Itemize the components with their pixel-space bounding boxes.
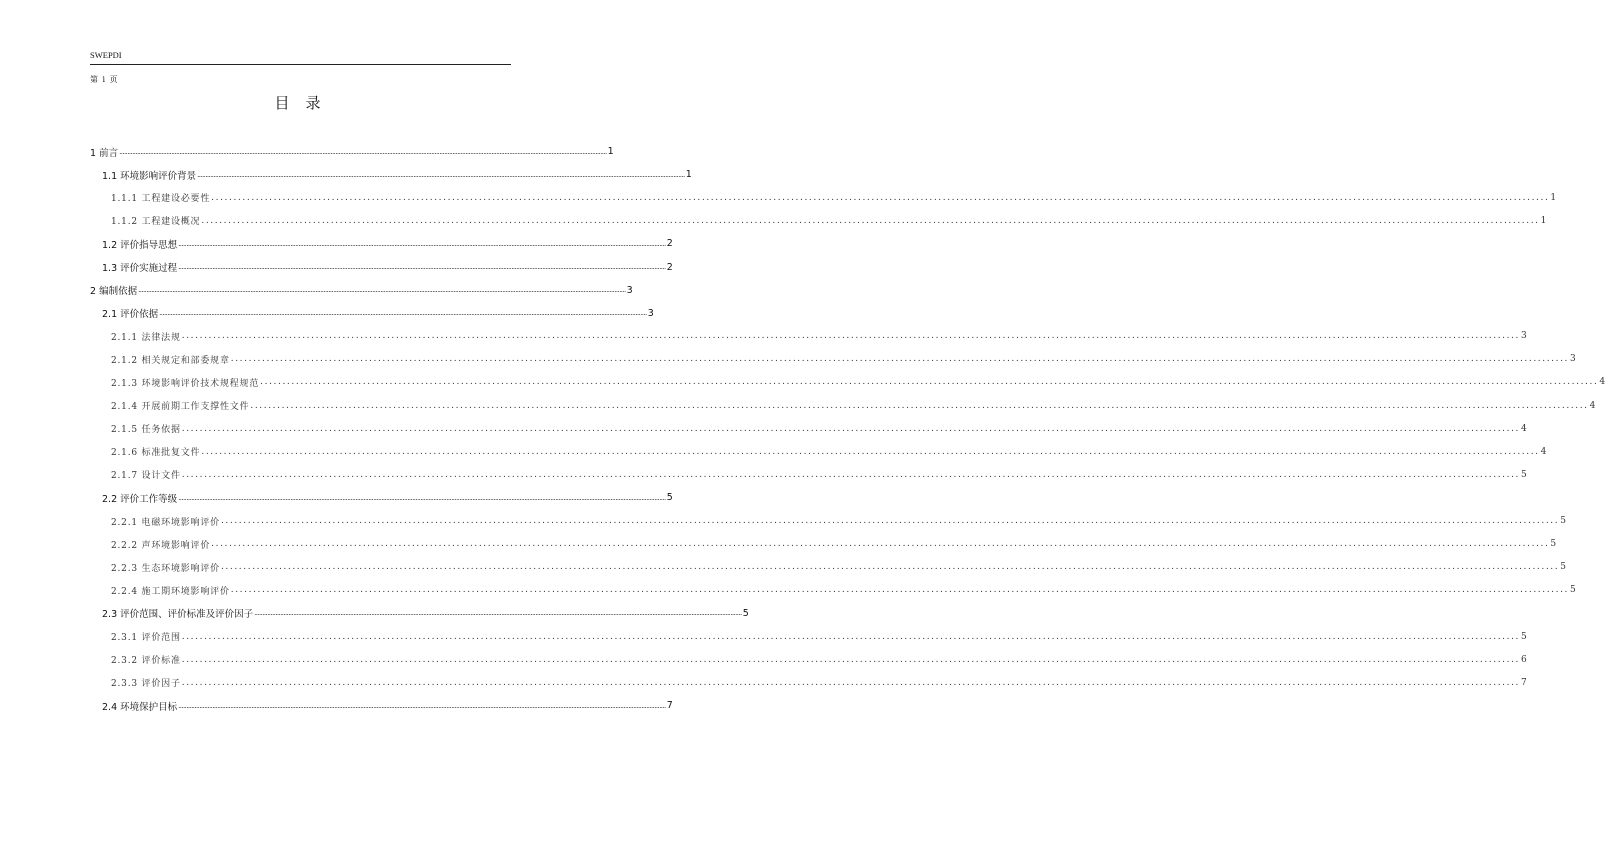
toc-leader-dots: ............................................................................................................................................................................................................................................................................................................ <box>138 286 626 295</box>
toc-entry-page: 4 <box>1599 377 1606 388</box>
toc-leader-dots: ............................................................................................................................................................................................................................................................................................................ <box>230 585 1570 596</box>
toc-entry-label: 2.1 评价依据 <box>102 309 159 321</box>
toc-entry[interactable] <box>90 325 1528 348</box>
toc-entry-page: 5 <box>742 607 749 619</box>
toc-entry-label: 1.1 环境影响评价背景 <box>102 170 197 182</box>
toc-entry[interactable] <box>90 694 673 717</box>
toc-entry[interactable] <box>90 602 749 625</box>
toc-entry-page: 5 <box>1550 539 1557 550</box>
toc-entry-label: 2.2.1 电磁环境影响评价 <box>111 517 220 528</box>
toc-leader-dots: ............................................................................................................................................................................................................................................................................................................ <box>178 493 666 502</box>
toc-entry-label: 1.1.2 工程建设概况 <box>111 217 201 228</box>
toc-entry-label: 2.1.1 法律法规 <box>111 332 181 343</box>
toc-entry[interactable] <box>90 394 1597 417</box>
toc-entry[interactable] <box>90 556 1567 579</box>
toc-entry-label: 1 前言 <box>90 147 119 159</box>
table-of-contents <box>90 140 1606 717</box>
toc-entry-label: 2.1.7 设计文件 <box>111 471 181 482</box>
toc-leader-dots: ............................................................................................................................................................................................................................................................................................................ <box>159 309 647 318</box>
toc-leader-dots: ............................................................................................................................................................................................................................................................................................................ <box>181 469 1521 480</box>
toc-entry[interactable] <box>90 255 673 278</box>
toc-leader-dots: ............................................................................................................................................................................................................................................................................................................ <box>201 215 1540 226</box>
toc-leader-dots: ............................................................................................................................................................................................................................................................................................................ <box>178 701 666 710</box>
page-number-label: 第 i 页 <box>90 75 119 84</box>
toc-leader-dots: ............................................................................................................................................................................................................................................................................................................ <box>181 654 1521 665</box>
toc-entry-page: 7 <box>1521 677 1528 688</box>
toc-entry-page: 3 <box>1521 331 1528 342</box>
toc-entry[interactable] <box>90 463 1528 486</box>
toc-entry-label: 1.1.1 工程建设必要性 <box>111 194 211 205</box>
toc-entry-label: 2.2.4 施工期环境影响评价 <box>111 586 230 597</box>
toc-entry-label: 1.3 评价实施过程 <box>102 263 178 275</box>
toc-entry-page: 1 <box>1540 215 1548 226</box>
toc-entry-label: 2.1.4 开展前期工作支撑性文件 <box>111 402 250 413</box>
toc-leader-dots: ............................................................................................................................................................................................................................................................................................................ <box>211 192 1550 203</box>
toc-entry-page: 7 <box>666 700 673 712</box>
toc-entry-label: 2.1.3 环境影响评价技术规程规范 <box>111 378 260 389</box>
toc-leader-dots: ............................................................................................................................................................................................................................................................................................................ <box>230 354 1570 365</box>
toc-entry[interactable] <box>90 533 1557 556</box>
toc-entry[interactable] <box>90 186 1557 209</box>
toc-leader-dots: ............................................................................................................................................................................................................................................................................................................ <box>254 609 742 618</box>
toc-leader-dots: ............................................................................................................................................................................................................................................................................................................ <box>201 446 1540 457</box>
toc-leader-dots: ............................................................................................................................................................................................................................................................................................................ <box>181 677 1521 688</box>
toc-entry-page: 3 <box>1570 354 1577 365</box>
toc-leader-dots: ............................................................................................................................................................................................................................................................................................................ <box>211 539 1550 550</box>
toc-entry-page: 5 <box>1560 562 1567 573</box>
toc-entry[interactable] <box>90 209 1548 232</box>
toc-entry-label: 2.2 评价工作等级 <box>102 493 178 505</box>
toc-title: 目录 <box>274 94 337 112</box>
toc-entry[interactable] <box>90 579 1577 602</box>
toc-entry-page: 4 <box>1540 446 1548 457</box>
toc-entry-page: 5 <box>1570 585 1577 596</box>
toc-entry-page: 3 <box>647 307 654 319</box>
toc-leader-dots: ............................................................................................................................................................................................................................................................................................................ <box>181 423 1521 434</box>
toc-entry[interactable] <box>90 371 1606 394</box>
toc-entry[interactable] <box>90 163 692 186</box>
toc-leader-dots: ............................................................................................................................................................................................................................................................................................................ <box>178 263 666 272</box>
toc-entry-page: 4 <box>1589 400 1597 411</box>
toc-leader-dots: ............................................................................................................................................................................................................................................................................................................ <box>220 516 1560 527</box>
toc-entry-label: 2.1.6 标准批复文件 <box>111 448 201 459</box>
toc-entry-page: 6 <box>1521 654 1528 665</box>
toc-entry-label: 2.3 评价范围、评价标准及评价因子 <box>102 609 254 621</box>
header-org: SWEPDI <box>90 50 122 60</box>
toc-leader-dots: ............................................................................................................................................................................................................................................................................................................ <box>181 631 1521 642</box>
toc-entry-label: 2.3.1 评价范围 <box>111 633 181 644</box>
toc-entry-page: 5 <box>1560 516 1567 527</box>
toc-leader-dots: ............................................................................................................................................................................................................................................................................................................ <box>250 400 1589 411</box>
toc-entry-label: 2.2.2 声环境影响评价 <box>111 540 211 551</box>
toc-leader-dots: ............................................................................................................................................................................................................................................................................................................ <box>197 170 685 179</box>
toc-entry[interactable] <box>90 440 1548 463</box>
toc-leader-dots: ............................................................................................................................................................................................................................................................................................................ <box>181 331 1521 342</box>
toc-entry-page: 2 <box>666 261 673 273</box>
toc-entry-label: 2.2.3 生态环境影响评价 <box>111 563 220 574</box>
toc-leader-dots: ............................................................................................................................................................................................................................................................................................................ <box>260 377 1599 388</box>
toc-entry[interactable] <box>90 648 1528 671</box>
toc-entry[interactable] <box>90 625 1528 648</box>
toc-leader-dots: ............................................................................................................................................................................................................................................................................................................ <box>220 562 1560 573</box>
toc-entry[interactable] <box>90 348 1577 371</box>
toc-entry-page: 5 <box>1521 631 1528 642</box>
toc-entry-page: 3 <box>626 284 633 296</box>
toc-entry[interactable] <box>90 417 1528 440</box>
toc-leader-dots: ............................................................................................................................................................................................................................................................................................................ <box>178 239 666 248</box>
toc-entry-page: 1 <box>685 169 692 181</box>
toc-entry-label: 2.3.3 评价因子 <box>111 679 181 690</box>
toc-entry-page: 1 <box>1550 192 1557 203</box>
toc-entry[interactable] <box>90 232 673 255</box>
toc-entry-page: 4 <box>1521 423 1528 434</box>
toc-leader-dots: ............................................................................................................................................................................................................................................................................................................ <box>119 147 607 156</box>
toc-entry[interactable] <box>90 671 1528 694</box>
header-rule <box>90 64 511 65</box>
toc-entry-page: 2 <box>666 238 673 250</box>
toc-entry-label: 1.2 评价指导思想 <box>102 239 178 251</box>
toc-entry-label: 2.4 环境保护目标 <box>102 701 178 713</box>
toc-entry-label: 2.1.5 任务依据 <box>111 425 181 436</box>
toc-entry[interactable] <box>90 302 654 325</box>
toc-entry[interactable] <box>90 279 633 302</box>
toc-entry-page: 1 <box>607 146 614 158</box>
toc-entry[interactable] <box>90 140 614 163</box>
toc-entry-page: 5 <box>666 492 673 504</box>
toc-entry[interactable] <box>90 510 1567 533</box>
toc-entry[interactable] <box>90 486 673 509</box>
toc-entry-label: 2.3.2 评价标准 <box>111 656 181 667</box>
toc-entry-label: 2.1.2 相关规定和部委规章 <box>111 355 230 366</box>
toc-entry-page: 5 <box>1521 469 1528 480</box>
toc-entry-label: 2 编制依据 <box>90 286 138 298</box>
